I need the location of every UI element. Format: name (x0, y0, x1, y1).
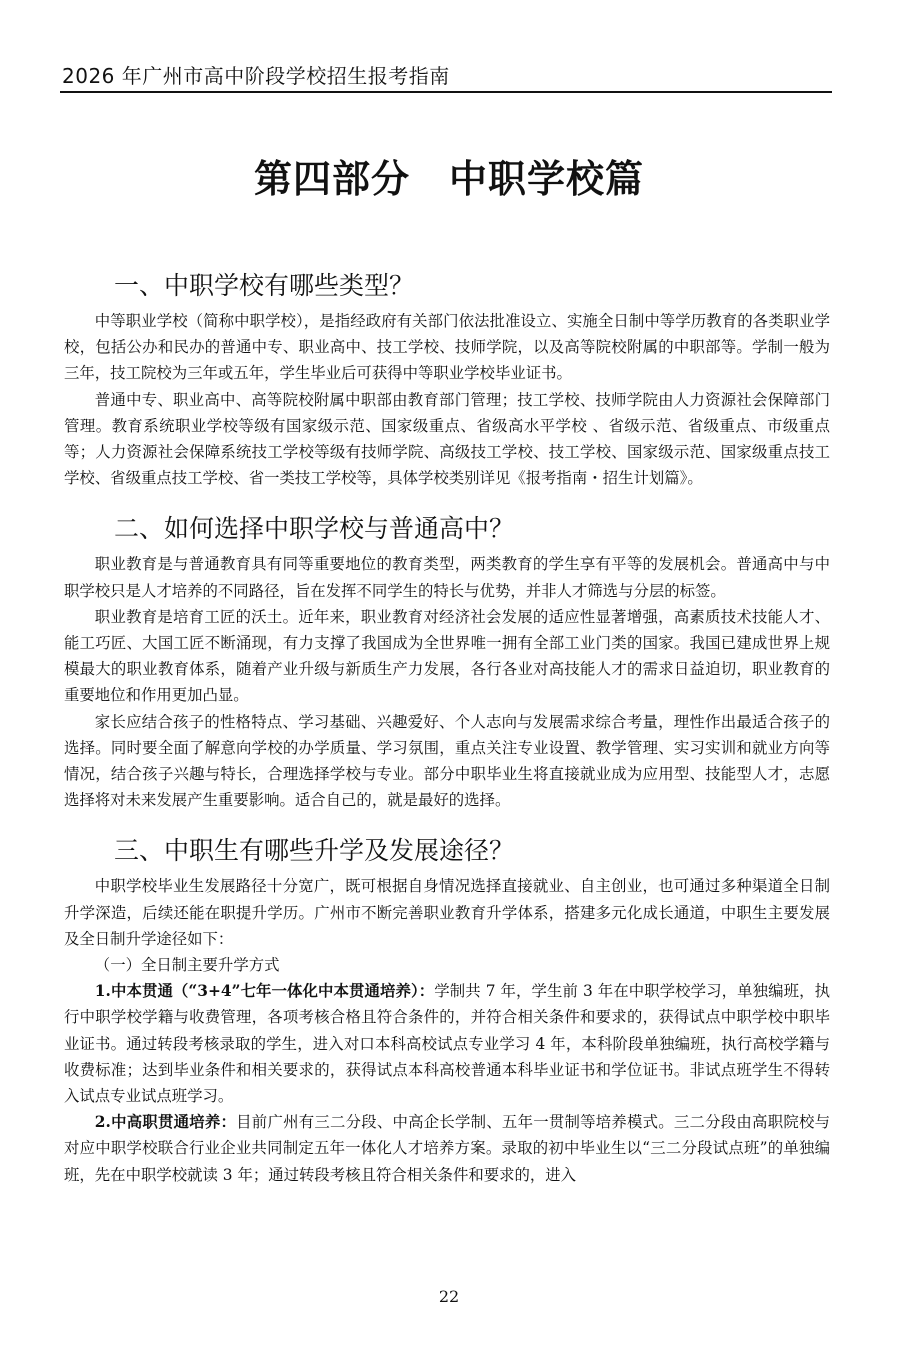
paragraph: 职业教育是培育工匠的沃土。近年来，职业教育对经济社会发展的适应性显著增强，高素质技术技能人才、能工巧匠、大国工匠不断涌现，有力支撑了我国成为全世界唯一拥有全部工业门类的国家。我国已建成世界上规模最大的职业教育体系，随着产业升级与新质生产力发展，各行各业对高技能人才的需求日益迫切，职业教育的重要地位和作用更加凸显。 (64, 607, 830, 705)
part-title: 第四部分 中职学校篇 (253, 156, 644, 201)
section-heading-2: 二、如何选择中职学校与普通高中？ (114, 514, 515, 544)
section-heading-1: 一、中职学校有哪些类型？ (114, 271, 415, 300)
list-item (64, 978, 830, 1109)
header-divider (60, 91, 832, 93)
paragraph: 职业教育是与普通教育具有同等重要地位的教育类型，两类教育的学生享有平等的发展机会。普通高中与中职学校只是人才培养的不同路径，旨在发挥不同学生的特长与优势，并非人才筛选与分层的标签。 (64, 555, 830, 600)
paragraph: 中等职业学校（简称中职学校），是指经政府有关部门依法批准设立、实施全日制中等学历教育的各类职业学校，包括公办和民办的普通中专、职业高中、技工学校、技师学院，以及高等院校附属的中职部等。学制一般为三年，技工院校为三年或五年，学生毕业后可获得中等职业学校毕业证书。 (64, 312, 830, 383)
list-item (64, 1109, 830, 1188)
paragraph: 家长应结合孩子的性格特点、学习基础、兴趣爱好、个人志向与发展需求综合考量，理性作出最适合孩子的选择。同时要全面了解意向学校的办学质量、学习氛围，重点关注专业设置、教学管理、实习实训和就业方向等情况，结合孩子兴趣与特长，合理选择学校与专业。部分中职毕业生将直接就业成为应用型、技能型人才，志愿选择将对未来发展产生重要影响。适合自己的，就是最好的选择。 (64, 712, 830, 810)
subsection-heading: （一）全日制主要升学方式 (94, 956, 280, 975)
item-label: 1.中本贯通（“3+4”七年一体化中本贯通培养）： (94, 982, 435, 1001)
running-header: 2026 年广州市高中阶段学校招生报考指南 (62, 64, 450, 88)
document-body (64, 268, 830, 1188)
paragraph: 中职学校毕业生发展路径十分宽广，既可根据自身情况选择直接就业、自主创业，也可通过多种渠道全日制升学深造，后续还能在职提升学历。广州市不断完善职业教育升学体系，搭建多元化成长通道，中职生主要发展及全日制升学途径如下： (64, 877, 830, 948)
paragraph: 普通中专、职业高中、高等院校附属中职部由教育部门管理；技工学校、技师学院由人力资源社会保障部门管理。教育系统职业学校等级有国家级示范、国家级重点、省级高水平学校 、省级示范、省级重点、市级重点等；人力资源社会保障系统技工学校等级有技师学院、高级技工学校、技工学校、国家级示范、国家级重点技工学校、省级重点技工学校、省一类技工学校等，具体学校类别详见《报考指南・招生计划篇》。 (64, 390, 830, 488)
item-text: 学制共 7 年，学生前 3 年在中职学校学习，单独编班，执行中职学校学籍与收费管理，各项考核合格且符合条件的，并符合相关条件和要求的，获得试点中职学校中职毕业证书。通过转段考核录取的学生，进入对口本科高校试点专业学习 4 年，本科阶段单独编班，执行高校学籍与收费标准；达到毕业条件和相关要求的，获得试点本科高校普通本科毕业证书和学位证书。非试点班学生不得转入试点专业试点班学习。 (64, 982, 830, 1106)
page-number: 22 (438, 1287, 460, 1306)
item-text: 目前广州有三二分段、中高企长学制、五年一贯制等培养模式。三二分段由高职院校与对应中职学校联合行业企业共同制定五年一体化人才培养方案。录取的初中毕业生以“三二分段试点班”的单独编班，先在中职学校就读 3 年；通过转段考核且符合相关条件和要求的，进入 (64, 1113, 830, 1184)
section-heading-3: 三、中职生有哪些升学及发展途径？ (114, 836, 515, 866)
item-label: 2.中高职贯通培养： (94, 1113, 237, 1132)
